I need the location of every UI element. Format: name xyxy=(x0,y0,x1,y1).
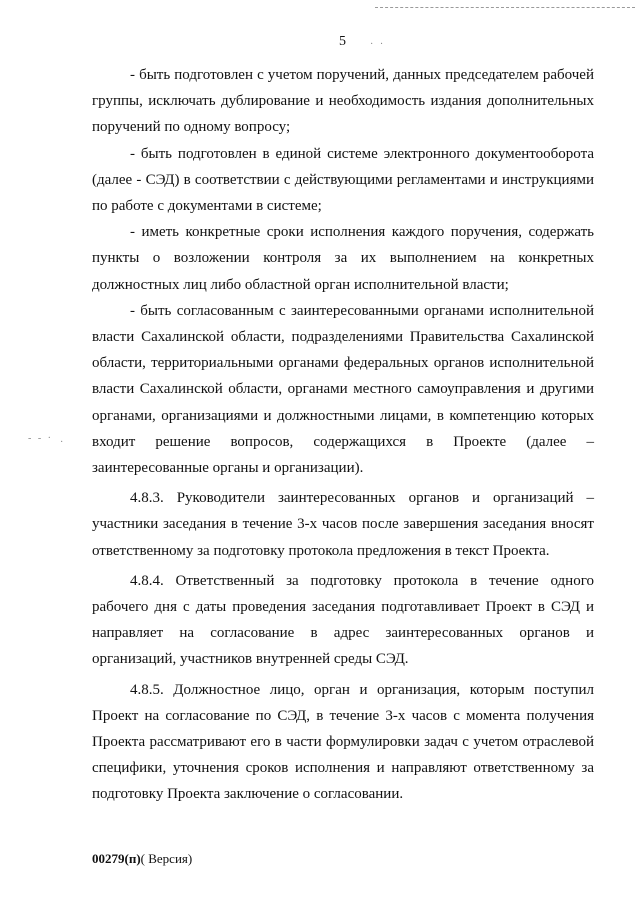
document-code: 00279(п) xyxy=(92,851,141,866)
paragraph-item-3: - иметь конкретные сроки исполнения каждого поручения, содержать пункты о возложении контроля за их выполнением на конкретных должностных лиц либо областной орган исполнительной власти; xyxy=(92,224,594,293)
paragraph-4-8-4: 4.8.4. Ответственный за подготовку протокола в течение одного рабочего дня с даты проведения заседания подготавливает Проект в СЭД и направляет на согласование в адрес заинтересованных органов и организаций, участников внутренней среды СЭД. xyxy=(92,572,594,668)
paragraph-item-1: - быть подготовлен с учетом поручений, данных председателем рабочей группы, исключать дублирование и необходимость издания дополнительных поручений по одному вопросу; xyxy=(92,67,594,136)
paragraph-4-8-5: 4.8.5. Должностное лицо, орган и организация, которым поступил Проект на согласование по СЭД, в течение 3-х часов с момента получения Проекта рассматривают его в части формулировки задач с учетом отраслевой специфики, уточнения сроков исполнения и направляют ответственному за подготовку Проекта заключение о согласовании. xyxy=(92,681,594,803)
paragraph-4-8-3: 4.8.3. Руководители заинтересованных органов и организаций – участники заседания в течение 3-х часов после завершения заседания вносят ответственному за подготовку протокола предложения в текст Проекта. xyxy=(92,490,594,559)
scan-artifact-dots: - - · xyxy=(28,433,53,444)
scan-artifact-dots: · xyxy=(60,437,66,448)
scan-artifact-dots: · · xyxy=(370,39,386,50)
paragraph-item-4: - быть согласованным с заинтересованными органами исполнительной власти Сахалинской области, подразделениями Правительства Сахалинской области, территориальными органами федеральных органов исполнительной власти Сахалинской области, органами местного самоуправления и другими органами, организациями и должностными лицами, в компетенцию которых входит решение вопросов, содержащихся в Проекте (далее – заинтересованные органы и организации). xyxy=(92,302,594,477)
document-version: ( Версия) xyxy=(140,851,193,866)
page-number: 5 xyxy=(339,34,346,49)
footer-document-code xyxy=(92,851,192,867)
document-body xyxy=(92,62,594,808)
scan-artifact-line xyxy=(375,7,635,8)
paragraph-item-2: - быть подготовлен в единой системе электронного документооборота (далее - СЭД) в соответствии с действующими регламентами и инструкциями по работе с документами в системе; xyxy=(92,145,594,215)
